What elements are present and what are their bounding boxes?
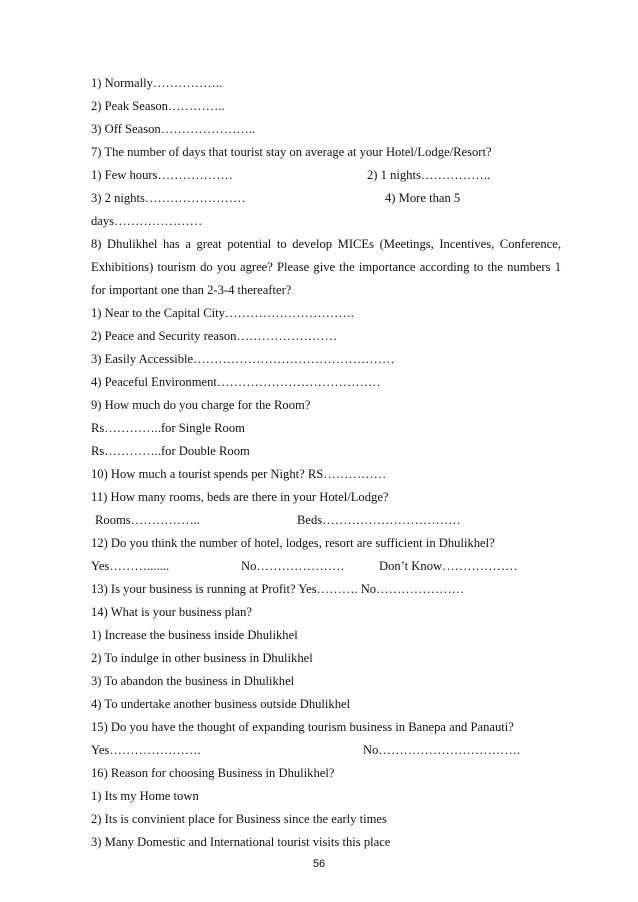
q7-answer-row-2 xyxy=(91,190,561,206)
q11-rooms: Rooms…………….. xyxy=(95,513,200,527)
q16-option-2: 2) Its is convinient place for Business since the early times xyxy=(91,812,387,826)
q9-double-room: Rs…………..for Double Room xyxy=(91,444,250,458)
q7-option-2-nights: 3) 2 nights…………………… xyxy=(91,191,246,205)
question-16: 16) Reason for choosing Business in Dhulikhel? xyxy=(91,766,335,780)
q8-option-4: 4) Peaceful Environment………………………………… xyxy=(91,375,381,389)
question-12: 12) Do you think the number of hotel, lodges, resort are sufficient in Dhulikhel? xyxy=(91,536,495,550)
q16-option-1: 1) Its my Home town xyxy=(91,789,199,803)
option-peak-season: 2) Peak Season………….. xyxy=(91,99,225,113)
question-10: 10) How much a tourist spends per Night? RS…………… xyxy=(91,467,387,481)
q8-option-3: 3) Easily Accessible………………………………………… xyxy=(91,352,395,366)
q7-option-few-hours: 1) Few hours……………… xyxy=(91,168,234,182)
question-14: 14) What is your business plan? xyxy=(91,605,253,619)
q14-option-2: 2) To indulge in other business in Dhulikhel xyxy=(91,651,313,665)
question-7: 7) The number of days that tourist stay on average at your Hotel/Lodge/Resort? xyxy=(91,145,492,159)
q7-option-more-than-5: 4) More than 5 xyxy=(385,191,461,205)
q12-answer-row xyxy=(91,558,561,574)
question-11: 11) How many rooms, beds are there in your Hotel/Lodge? xyxy=(91,490,389,504)
question-13: 13) Is your business is running at Profit? Yes………. No………………… xyxy=(91,582,465,596)
q11-beds: Beds…………………………… xyxy=(297,513,461,527)
question-8-line-1: 8) Dhulikhel has a great potential to develop MICEs (Meetings, Incentives, Conference, xyxy=(91,237,561,251)
question-9: 9) How much do you charge for the Room? xyxy=(91,398,311,412)
question-8-line-3: for important one than 2-3-4 thereafter? xyxy=(91,283,292,297)
q12-dont-know: Don’t Know……………… xyxy=(379,559,518,573)
q14-option-3: 3) To abandon the business in Dhulikhel xyxy=(91,674,295,688)
q11-answer-row xyxy=(91,512,561,528)
option-normally: 1) Normally…………….. xyxy=(91,76,223,90)
q15-answer-row xyxy=(91,742,561,758)
q8-option-2: 2) Peace and Security reason…………………… xyxy=(91,329,338,343)
q8-option-1: 1) Near to the Capital City…………………………. xyxy=(91,306,355,320)
q7-option-1-night: 2) 1 nights…………….. xyxy=(367,168,491,182)
q15-yes: Yes…………………. xyxy=(91,743,201,757)
option-off-season: 3) Off Season………………….. xyxy=(91,122,256,136)
q9-single-room: Rs…………..for Single Room xyxy=(91,421,245,435)
q15-no: No……………………………. xyxy=(363,743,521,757)
q12-yes: Yes………....... xyxy=(91,559,170,573)
q7-answer-row-1 xyxy=(91,167,561,183)
question-15: 15) Do you have the thought of expanding tourism business in Banepa and Panauti? xyxy=(91,720,514,734)
q14-option-4: 4) To undertake another business outside Dhulikhel xyxy=(91,697,351,711)
question-8-line-2: Exhibitions) tourism do you agree? Please give the importance according to the numbers 1 xyxy=(91,260,561,274)
page-number: 56 xyxy=(312,858,326,870)
q7-option-days: days………………… xyxy=(91,214,203,228)
q12-no: No………………… xyxy=(241,559,345,573)
q14-option-1: 1) Increase the business inside Dhulikhel xyxy=(91,628,298,642)
q16-option-3: 3) Many Domestic and International tourist visits this place xyxy=(91,835,391,849)
